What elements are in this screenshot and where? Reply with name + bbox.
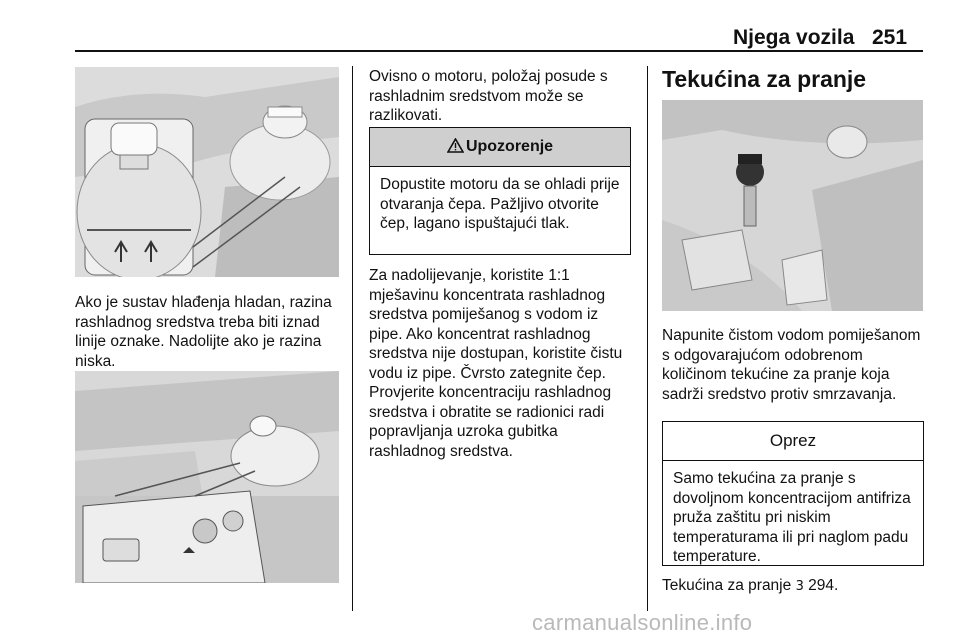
column-divider-2 xyxy=(647,66,648,611)
washer-fluid-photo xyxy=(662,100,923,311)
section-title: Njega vozila xyxy=(733,26,855,49)
tank-position-paragraph: Ovisno o motoru, položaj posude s rashladnim sredstvom može se razlikovati. xyxy=(369,68,608,124)
caution-box xyxy=(662,421,924,566)
washer-fluid-heading: Tekućina za pranje xyxy=(662,66,867,92)
warning-text: Dopustite motoru da se ohladi prije otvaranja čepa. Pažljivo otvorite čep, lagano ispuštajući tlak. xyxy=(380,176,620,232)
coolant-level-paragraph: Ako je sustav hlađenja hladan, razina rashladnog sredstva treba biti iznad linije oznake. Nadolijte ako je razina niska. xyxy=(75,294,332,370)
washer-fluid-reference xyxy=(662,576,924,597)
warning-triangle-icon xyxy=(447,130,464,168)
washer-fill-paragraph: Napunite čistom vodom pomiješanom s odgovarajućom odobrenom količinom tekućine za pranje koja sadrži sredstvo protiv smrzavanja. xyxy=(662,327,921,403)
reference-text: Tekućina za pranje xyxy=(662,577,792,594)
warning-header xyxy=(370,128,630,167)
header-rule xyxy=(75,50,923,52)
watermark: carmanualsonline.info xyxy=(532,610,753,635)
warning-box xyxy=(369,127,631,255)
coolant-tank-photo-1 xyxy=(75,67,339,277)
column-divider-1 xyxy=(352,66,353,611)
coolant-tank-photo-2 xyxy=(75,371,339,583)
page-number: 251 xyxy=(872,26,908,49)
warning-title: Upozorenje xyxy=(465,138,554,155)
reference-arrow-glyph: 3 xyxy=(795,579,804,594)
refill-instructions-paragraph: Za nadolijevanje, koristite 1:1 mješavinu koncentrata rashladnog sredstva pomiješanog s vodom iz pipe. Ako koncentrat rashladnog sredstva nije dostupan, koristite čistu vodu iz pipe. Čvrsto zategnite čep. Provjerite koncentraciju rashladnog sredstva i obratite se radionici radi popravljanja uzroka gubitka rashladnog sredstva. xyxy=(369,267,623,460)
reference-page-link[interactable]: 294. xyxy=(808,577,839,594)
caution-text: Samo tekućina za pranje s dovoljnom koncentracijom antifriza pruža zaštitu pri niskim temperaturama ili pri naglom padu temperature. xyxy=(673,470,911,565)
caution-title: Oprez xyxy=(663,422,923,461)
